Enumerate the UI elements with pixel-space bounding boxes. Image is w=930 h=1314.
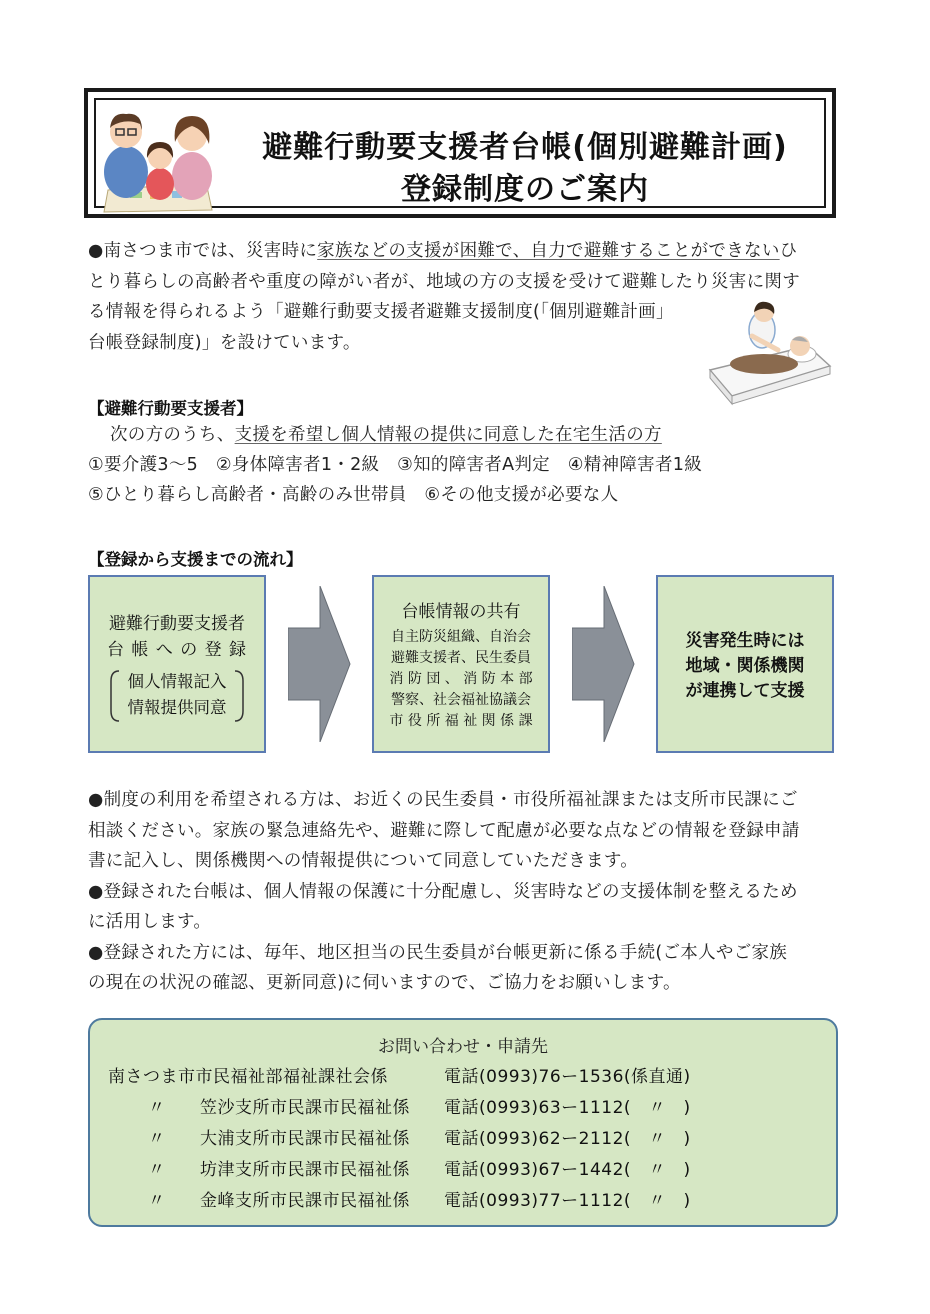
family-illustration bbox=[100, 102, 220, 214]
intro-line-1-end: ひ bbox=[779, 241, 798, 261]
caregiver-illustration bbox=[704, 300, 834, 408]
bracket-shape bbox=[109, 669, 245, 723]
contact-office: 大浦支所市民課市民福祉係 bbox=[200, 1129, 410, 1149]
sharing-line: 自主防災組織、自治会 bbox=[391, 629, 531, 645]
contact-tel: 電話(0993)63ー1112( 〃 ) bbox=[444, 1098, 691, 1118]
intro-line-4: 台帳登録制度)」を設けています。 bbox=[88, 332, 361, 353]
eligibility-row-1: ①要介護3～5 ②身体障害者1・2級 ③知的障害者A判定 ④精神障害者1級 bbox=[88, 455, 702, 475]
section-flow-heading: 【登録から支援までの流れ】 bbox=[88, 550, 303, 569]
contact-box bbox=[88, 1018, 838, 1227]
intro-line-2: とり暮らしの高齢者や重度の障がい者が、地域の方の支援を受けて避難したり災害に関す bbox=[88, 271, 800, 292]
contact-tel: 電話(0993)77ー1112( 〃 ) bbox=[444, 1191, 691, 1211]
contact-tel: 電話(0993)62ー2112( 〃 ) bbox=[444, 1129, 691, 1149]
support-line: が連携して支援 bbox=[685, 681, 805, 701]
flow-box-registration-sub-2: 情報提供同意 bbox=[127, 698, 227, 717]
intro-line-1-start: ●南さつま市では、災害時に bbox=[88, 241, 318, 261]
support-line: 災害発生時には bbox=[685, 631, 805, 651]
flow-arrow-1 bbox=[288, 586, 352, 742]
flow-box-registration-title-1: 避難行動要支援者 bbox=[109, 614, 245, 634]
flow-box-support-text bbox=[658, 629, 832, 704]
contact-office: 坊津支所市民課市民福祉係 bbox=[200, 1160, 410, 1180]
note-line: ●登録された方には、毎年、地区担当の民生委員が台帳更新に係る手続(ご本人やご家族 bbox=[88, 942, 788, 963]
flow-box-sharing-list bbox=[374, 627, 548, 732]
flow-box-registration-title-2: 台 帳 へ の 登 録 bbox=[106, 640, 248, 660]
note-line: 書に記入し、関係機関への情報提供について同意していただきます。 bbox=[88, 851, 639, 871]
note-line: の現在の状況の確認、更新同意)に伺いますので、ご協力をお願いします。 bbox=[88, 973, 681, 993]
note-line: ●制度の利用を希望される方は、お近くの民生委員・市役所福祉課または支所市民課にご bbox=[88, 790, 798, 810]
intro-line-3: る情報を得られるよう「避難行動要支援者避難支援制度(「個別避難計画」 bbox=[88, 302, 674, 322]
ditto-mark: 〃 bbox=[148, 1191, 166, 1211]
flow-arrow-2 bbox=[572, 586, 636, 742]
contact-office: 南さつま市市民福祉部福祉課社会係 bbox=[108, 1067, 388, 1087]
support-line: 地域・関係機関 bbox=[685, 656, 805, 676]
notes-block bbox=[88, 785, 848, 999]
contact-office: 笠沙支所市民課市民福祉係 bbox=[200, 1098, 410, 1118]
contact-heading: お問い合わせ・申請先 bbox=[378, 1037, 548, 1057]
note-line: ●登録された台帳は、個人情報の保護に十分配慮し、災害時などの支援体制を整えるため bbox=[88, 881, 798, 902]
ditto-mark: 〃 bbox=[148, 1098, 166, 1118]
flow-box-sharing bbox=[372, 575, 550, 753]
intro-line-1 bbox=[88, 236, 848, 267]
eligibility-row-2: ⑤ひとり暮らし高齢者・高齢のみ世帯員 ⑥その他支援が必要な人 bbox=[88, 485, 619, 505]
sharing-line: 避難支援者、民生委員 bbox=[391, 650, 531, 666]
flow-box-registration-sub-1: 個人情報記入 bbox=[127, 672, 227, 691]
contact-tel: 電話(0993)76ー1536(係直通) bbox=[444, 1067, 691, 1087]
title-box bbox=[84, 88, 836, 218]
flow-box-registration bbox=[88, 575, 266, 753]
sharing-line: 消 防 団 、 消 防 本 部 bbox=[389, 671, 533, 687]
flow-box-support bbox=[656, 575, 834, 753]
ditto-mark: 〃 bbox=[148, 1129, 166, 1149]
intro-line-1-underlined: 家族などの支援が困難で、自力で避難することができない bbox=[317, 241, 780, 261]
note-line: に活用します。 bbox=[88, 912, 212, 932]
title-line-1: 避難行動要支援者台帳(個別避難計画) bbox=[262, 130, 788, 165]
section-supporters-heading: 【避難行動要支援者】 bbox=[88, 399, 253, 418]
sharing-line: 市 役 所 福 祉 関 係 課 bbox=[389, 713, 533, 729]
title-inner-frame bbox=[94, 98, 826, 208]
section-supporters-lead bbox=[110, 420, 662, 451]
title-line-2: 登録制度のご案内 bbox=[401, 172, 649, 207]
note-line: 相談ください。家族の緊急連絡先や、避難に際して配慮が必要な点などの情報を登録申請 bbox=[88, 820, 800, 841]
sharing-line: 警察、社会福祉協議会 bbox=[391, 692, 531, 708]
flow-box-registration-bracket bbox=[109, 669, 245, 723]
ditto-mark: 〃 bbox=[148, 1160, 166, 1180]
flow-box-sharing-title: 台帳情報の共有 bbox=[401, 602, 521, 622]
lead-text: 次の方のうち、 bbox=[110, 425, 235, 445]
contact-tel: 電話(0993)67ー1442( 〃 ) bbox=[444, 1160, 691, 1180]
contact-office: 金峰支所市民課市民福祉係 bbox=[200, 1191, 410, 1211]
lead-underlined: 支援を希望し個人情報の提供に同意した在宅生活の方 bbox=[234, 425, 662, 445]
